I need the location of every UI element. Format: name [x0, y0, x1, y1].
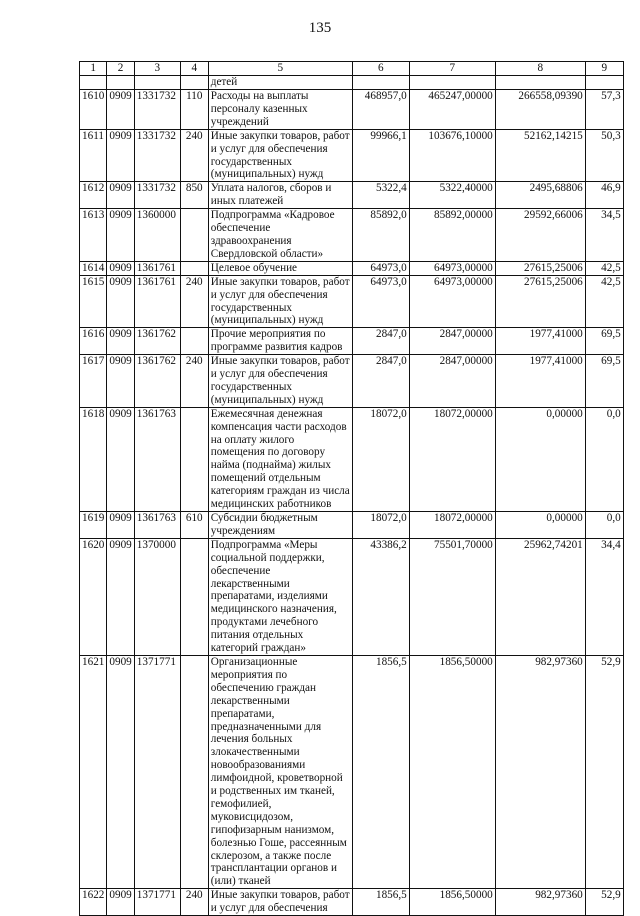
budget-amount: 1856,50000 — [409, 655, 495, 888]
col-header: 3 — [134, 62, 180, 76]
planned-amount: 99966,1 — [352, 129, 409, 182]
executed-amount: 29592,66006 — [495, 209, 585, 262]
expense-type-code — [180, 209, 208, 262]
execution-percent: 57,3 — [585, 90, 623, 130]
item-name: Иные закупки товаров, работ и услуг для обеспечения государственных (муниципальных) нужд — [208, 355, 352, 408]
col-header: 5 — [208, 62, 352, 76]
section-code: 0909 — [107, 407, 134, 511]
section-code: 0909 — [107, 275, 134, 328]
table-row — [80, 261, 624, 275]
planned-amount: 468957,0 — [352, 90, 409, 130]
section-code: 0909 — [107, 512, 134, 539]
executed-amount: 52162,14215 — [495, 129, 585, 182]
expense-type-code: 240 — [180, 355, 208, 408]
target-article-code: 1361761 — [134, 261, 180, 275]
target-article-code: 1370000 — [134, 538, 180, 655]
budget-amount: 75501,70000 — [409, 538, 495, 655]
row-number: 1621 — [80, 655, 107, 888]
expense-type-code: 240 — [180, 889, 208, 916]
row-number: 1614 — [80, 261, 107, 275]
item-name: Уплата налогов, сборов и иных платежей — [208, 182, 352, 209]
table-row — [80, 355, 624, 408]
header-row — [80, 62, 624, 76]
row-number: 1622 — [80, 889, 107, 916]
item-name: Иные закупки товаров, работ и услуг для обеспечения — [208, 889, 352, 916]
budget-amount: 2847,00000 — [409, 355, 495, 408]
item-name: Субсидии бюджетным учреждениям — [208, 512, 352, 539]
budget-amount: 465247,00000 — [409, 90, 495, 130]
col-header: 8 — [495, 62, 585, 76]
budget-amount: 18072,00000 — [409, 512, 495, 539]
executed-amount: 982,97360 — [495, 889, 585, 916]
expense-type-code — [180, 538, 208, 655]
expense-type-code — [180, 655, 208, 888]
budget-amount: 64973,00000 — [409, 261, 495, 275]
planned-amount: 1856,5 — [352, 655, 409, 888]
item-name: Целевое обучение — [208, 261, 352, 275]
col-header: 9 — [585, 62, 623, 76]
item-name: Организационные мероприятия по обеспечению граждан лекарственными препаратами, предназначенными для лечения больных злокачественными новообразованиями лимфоидной, кроветворной и родственных им тканей, гемофилией, муковисцидозом, гипофизарным нанизмом, болезнью Гоше, рассеянным склерозом, а также после трансплантации органов и (или) тканей — [208, 655, 352, 888]
table-row — [80, 655, 624, 888]
table-row — [80, 90, 624, 130]
planned-amount: 64973,0 — [352, 275, 409, 328]
col-header: 7 — [409, 62, 495, 76]
target-article-code: 1371771 — [134, 889, 180, 916]
section-code: 0909 — [107, 261, 134, 275]
table-row — [80, 328, 624, 355]
section-code: 0909 — [107, 90, 134, 130]
table-row — [80, 538, 624, 655]
table-row — [80, 209, 624, 262]
budget-table — [79, 61, 624, 916]
row-number: 1613 — [80, 209, 107, 262]
table-row — [80, 129, 624, 182]
target-article-code: 1360000 — [134, 209, 180, 262]
expense-type-code: 240 — [180, 275, 208, 328]
item-name: Подпрограмма «Кадровое обеспечение здравоохранения Свердловской области» — [208, 209, 352, 262]
item-name: Иные закупки товаров, работ и услуг для обеспечения государственных (муниципальных) нужд — [208, 129, 352, 182]
budget-amount: 64973,00000 — [409, 275, 495, 328]
target-article-code: 1331732 — [134, 182, 180, 209]
executed-amount: 1977,41000 — [495, 328, 585, 355]
continuation-row — [80, 76, 624, 90]
target-article-code: 1361762 — [134, 355, 180, 408]
row-number: 1610 — [80, 90, 107, 130]
budget-amount: 2847,00000 — [409, 328, 495, 355]
execution-percent: 34,4 — [585, 538, 623, 655]
expense-type-code: 850 — [180, 182, 208, 209]
table-row — [80, 275, 624, 328]
executed-amount: 27615,25006 — [495, 261, 585, 275]
executed-amount: 982,97360 — [495, 655, 585, 888]
row-number: 1618 — [80, 407, 107, 511]
executed-amount: 27615,25006 — [495, 275, 585, 328]
executed-amount: 2495,68806 — [495, 182, 585, 209]
item-name: Подпрограмма «Меры социальной поддержки, обеспечение лекарственными препаратами, изделиями медицинского назначения, продуктами лечебного питания отдельных категорий граждан» — [208, 538, 352, 655]
budget-amount: 5322,40000 — [409, 182, 495, 209]
col-header: 6 — [352, 62, 409, 76]
budget-amount: 103676,10000 — [409, 129, 495, 182]
expense-type-code — [180, 407, 208, 511]
executed-amount: 0,00000 — [495, 407, 585, 511]
expense-type-code — [180, 328, 208, 355]
execution-percent: 69,5 — [585, 355, 623, 408]
section-code: 0909 — [107, 889, 134, 916]
section-code: 0909 — [107, 538, 134, 655]
target-article-code: 1331732 — [134, 90, 180, 130]
col-header: 1 — [80, 62, 107, 76]
section-code: 0909 — [107, 655, 134, 888]
row-number: 1611 — [80, 129, 107, 182]
target-article-code: 1331732 — [134, 129, 180, 182]
expense-type-code — [180, 261, 208, 275]
row-number: 1617 — [80, 355, 107, 408]
execution-percent: 46,9 — [585, 182, 623, 209]
item-name: Прочие мероприятия по программе развития кадров — [208, 328, 352, 355]
table-row — [80, 407, 624, 511]
section-code: 0909 — [107, 328, 134, 355]
execution-percent: 34,5 — [585, 209, 623, 262]
expense-type-code: 110 — [180, 90, 208, 130]
item-name: Расходы на выплаты персоналу казенных учреждений — [208, 90, 352, 130]
section-code: 0909 — [107, 209, 134, 262]
execution-percent: 0,0 — [585, 407, 623, 511]
row-number: 1620 — [80, 538, 107, 655]
budget-amount: 18072,00000 — [409, 407, 495, 511]
page-number: 135 — [308, 20, 332, 36]
col-header: 2 — [107, 62, 134, 76]
planned-amount: 1856,5 — [352, 889, 409, 916]
execution-percent: 42,5 — [585, 261, 623, 275]
execution-percent: 42,5 — [585, 275, 623, 328]
planned-amount: 43386,2 — [352, 538, 409, 655]
execution-percent: 52,9 — [585, 655, 623, 888]
executed-amount: 25962,74201 — [495, 538, 585, 655]
execution-percent: 0,0 — [585, 512, 623, 539]
section-code: 0909 — [107, 355, 134, 408]
budget-amount: 85892,00000 — [409, 209, 495, 262]
target-article-code: 1361763 — [134, 407, 180, 511]
expense-type-code: 240 — [180, 129, 208, 182]
planned-amount: 18072,0 — [352, 512, 409, 539]
budget-amount: 1856,50000 — [409, 889, 495, 916]
row-number: 1612 — [80, 182, 107, 209]
planned-amount: 2847,0 — [352, 328, 409, 355]
executed-amount: 1977,41000 — [495, 355, 585, 408]
planned-amount: 85892,0 — [352, 209, 409, 262]
planned-amount: 2847,0 — [352, 355, 409, 408]
expense-type-code: 610 — [180, 512, 208, 539]
table-row — [80, 512, 624, 539]
planned-amount: 5322,4 — [352, 182, 409, 209]
col-header: 4 — [180, 62, 208, 76]
target-article-code: 1361762 — [134, 328, 180, 355]
section-code: 0909 — [107, 129, 134, 182]
target-article-code: 1361763 — [134, 512, 180, 539]
execution-percent: 50,3 — [585, 129, 623, 182]
target-article-code: 1371771 — [134, 655, 180, 888]
planned-amount: 18072,0 — [352, 407, 409, 511]
table-row — [80, 182, 624, 209]
section-code: 0909 — [107, 182, 134, 209]
executed-amount: 0,00000 — [495, 512, 585, 539]
execution-percent: 52,9 — [585, 889, 623, 916]
row-number: 1619 — [80, 512, 107, 539]
table-row — [80, 889, 624, 916]
continuation-text: детей — [208, 76, 352, 90]
row-number: 1616 — [80, 328, 107, 355]
planned-amount: 64973,0 — [352, 261, 409, 275]
item-name: Ежемесячная денежная компенсация части расходов на оплату жилого помещения по договору найма (поднайма) жилых помещений отдельным категориям граждан из числа медицинских работников — [208, 407, 352, 511]
row-number: 1615 — [80, 275, 107, 328]
executed-amount: 266558,09390 — [495, 90, 585, 130]
target-article-code: 1361761 — [134, 275, 180, 328]
item-name: Иные закупки товаров, работ и услуг для обеспечения государственных (муниципальных) нужд — [208, 275, 352, 328]
execution-percent: 69,5 — [585, 328, 623, 355]
